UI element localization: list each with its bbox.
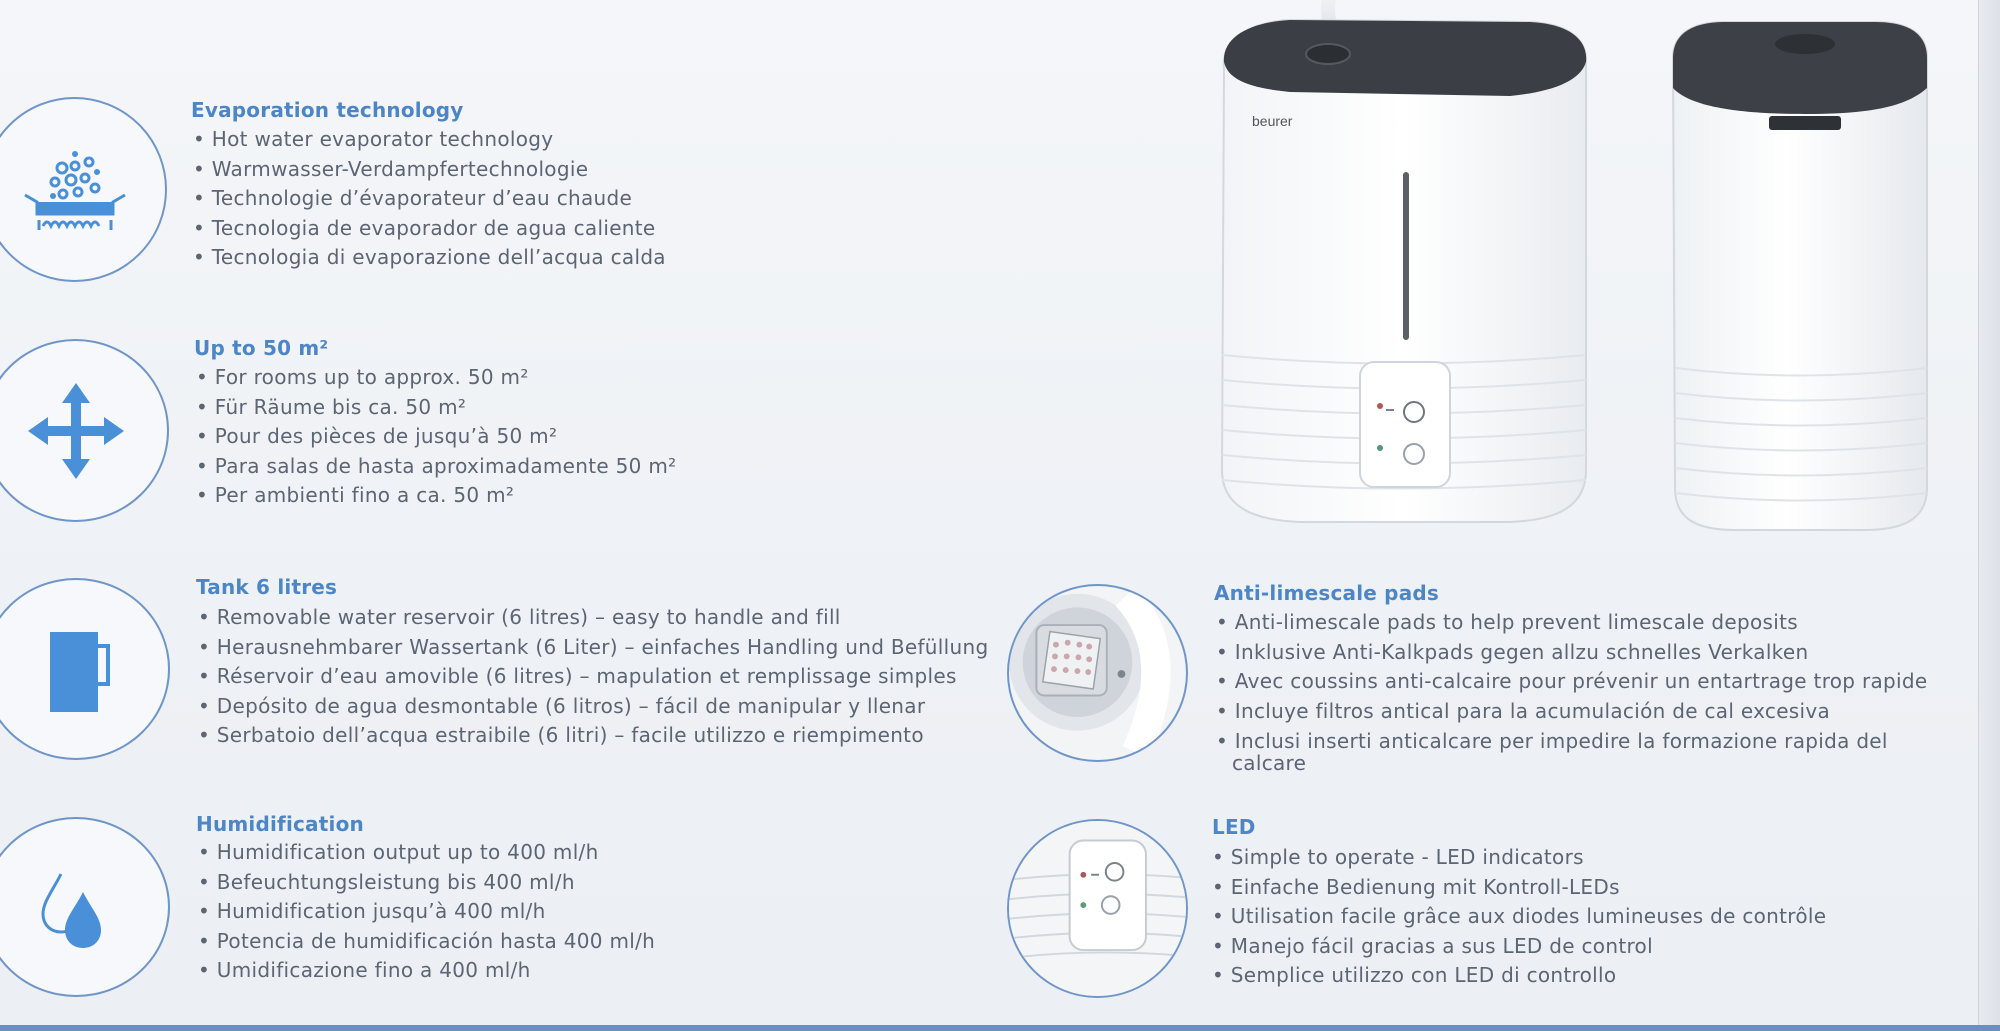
list-item: • Semplice utilizzo con LED di controllo — [1212, 961, 1826, 991]
list-item: • Simple to operate - LED indicators — [1212, 843, 1826, 873]
humidifier-front-image — [1210, 0, 1600, 535]
list-item: • Manejo fácil gracias a sus LED de control — [1212, 932, 1826, 962]
led-panel-photo — [1007, 819, 1188, 998]
water-tank-icon — [0, 578, 170, 760]
feature-list-humidification — [198, 838, 655, 986]
list-item: • Einfache Bedienung mit Kontroll-LEDs — [1212, 873, 1826, 903]
water-drops-icon — [0, 817, 170, 997]
feature-list-anti-limescale — [1216, 608, 1928, 774]
list-item: • Hot water evaporator technology — [193, 125, 666, 155]
list-item: • Technologie d’évaporateur d’eau chaude — [193, 184, 666, 214]
list-item: • Herausnehmbarer Wassertank (6 Liter) – einfaches Handling und Befüllung — [198, 633, 988, 663]
list-item: • Für Räume bis ca. 50 m² — [196, 393, 676, 423]
list-item: • Pour des pièces de jusqu’à 50 m² — [196, 422, 676, 452]
feature-title-evaporation: Evaporation technology — [191, 98, 464, 122]
list-item: • Umidificazione fino a 400 ml/h — [198, 956, 655, 986]
list-item: • Potencia de humidificación hasta 400 ml/h — [198, 927, 655, 957]
list-item: • Befeuchtungsleistung bis 400 ml/h — [198, 868, 655, 898]
list-item: • Utilisation facile grâce aux diodes lumineuses de contrôle — [1212, 902, 1826, 932]
list-item: • Humidification jusqu’à 400 ml/h — [198, 897, 655, 927]
list-item: • Humidification output up to 400 ml/h — [198, 838, 655, 868]
box-edge — [1978, 0, 2000, 1031]
list-item: • Tecnologia de evaporador de agua caliente — [193, 214, 666, 244]
list-item: • Réservoir d’eau amovible (6 litres) – mapulation et remplissage simples — [198, 662, 988, 692]
list-item: • Depósito de agua desmontable (6 litros) – fácil de manipular y llenar — [198, 692, 988, 722]
move-arrows-icon — [0, 339, 169, 522]
evaporation-icon — [0, 97, 167, 282]
feature-list-tank — [198, 603, 988, 751]
humidifier-side-image — [1665, 18, 1935, 533]
list-item: • For rooms up to approx. 50 m² — [196, 363, 676, 393]
list-item: • Avec coussins anti-calcaire pour prévenir un entartrage trop rapide — [1216, 667, 1928, 697]
svg-text:beurer: beurer — [1252, 113, 1293, 129]
list-item: • Tecnologia di evaporazione dell’acqua calda — [193, 243, 666, 273]
feature-list-led — [1212, 843, 1826, 991]
anti-limescale-pad-photo — [1007, 584, 1188, 762]
list-item: • Removable water reservoir (6 litres) – easy to handle and fill — [198, 603, 988, 633]
list-item: • Inclusi inserti anticalcare per impedire la formazione rapida del calcare — [1216, 730, 1928, 774]
list-item: • Incluye filtros antical para la acumulación de cal excesiva — [1216, 697, 1928, 727]
feature-title-humidification: Humidification — [196, 812, 364, 836]
list-item: • Inklusive Anti-Kalkpads gegen allzu schnelles Verkalken — [1216, 638, 1928, 668]
feature-title-anti-limescale: Anti-limescale pads — [1214, 581, 1440, 605]
list-item: • Anti-limescale pads to help prevent limescale deposits — [1216, 608, 1928, 638]
list-item: • Per ambienti fino a ca. 50 m² — [196, 481, 676, 511]
bottom-stripe — [0, 1025, 2000, 1031]
feature-title-area: Up to 50 m² — [194, 336, 329, 360]
list-item: • Para salas de hasta aproximadamente 50 m² — [196, 452, 676, 482]
feature-title-led: LED — [1212, 815, 1256, 839]
feature-list-evaporation — [193, 125, 666, 273]
feature-list-area — [196, 363, 676, 511]
list-item: • Serbatoio dell’acqua estraibile (6 litri) – facile utilizzo e riempimento — [198, 721, 988, 751]
feature-title-tank: Tank 6 litres — [196, 575, 338, 599]
list-item: • Warmwasser-Verdampfertechnologie — [193, 155, 666, 185]
